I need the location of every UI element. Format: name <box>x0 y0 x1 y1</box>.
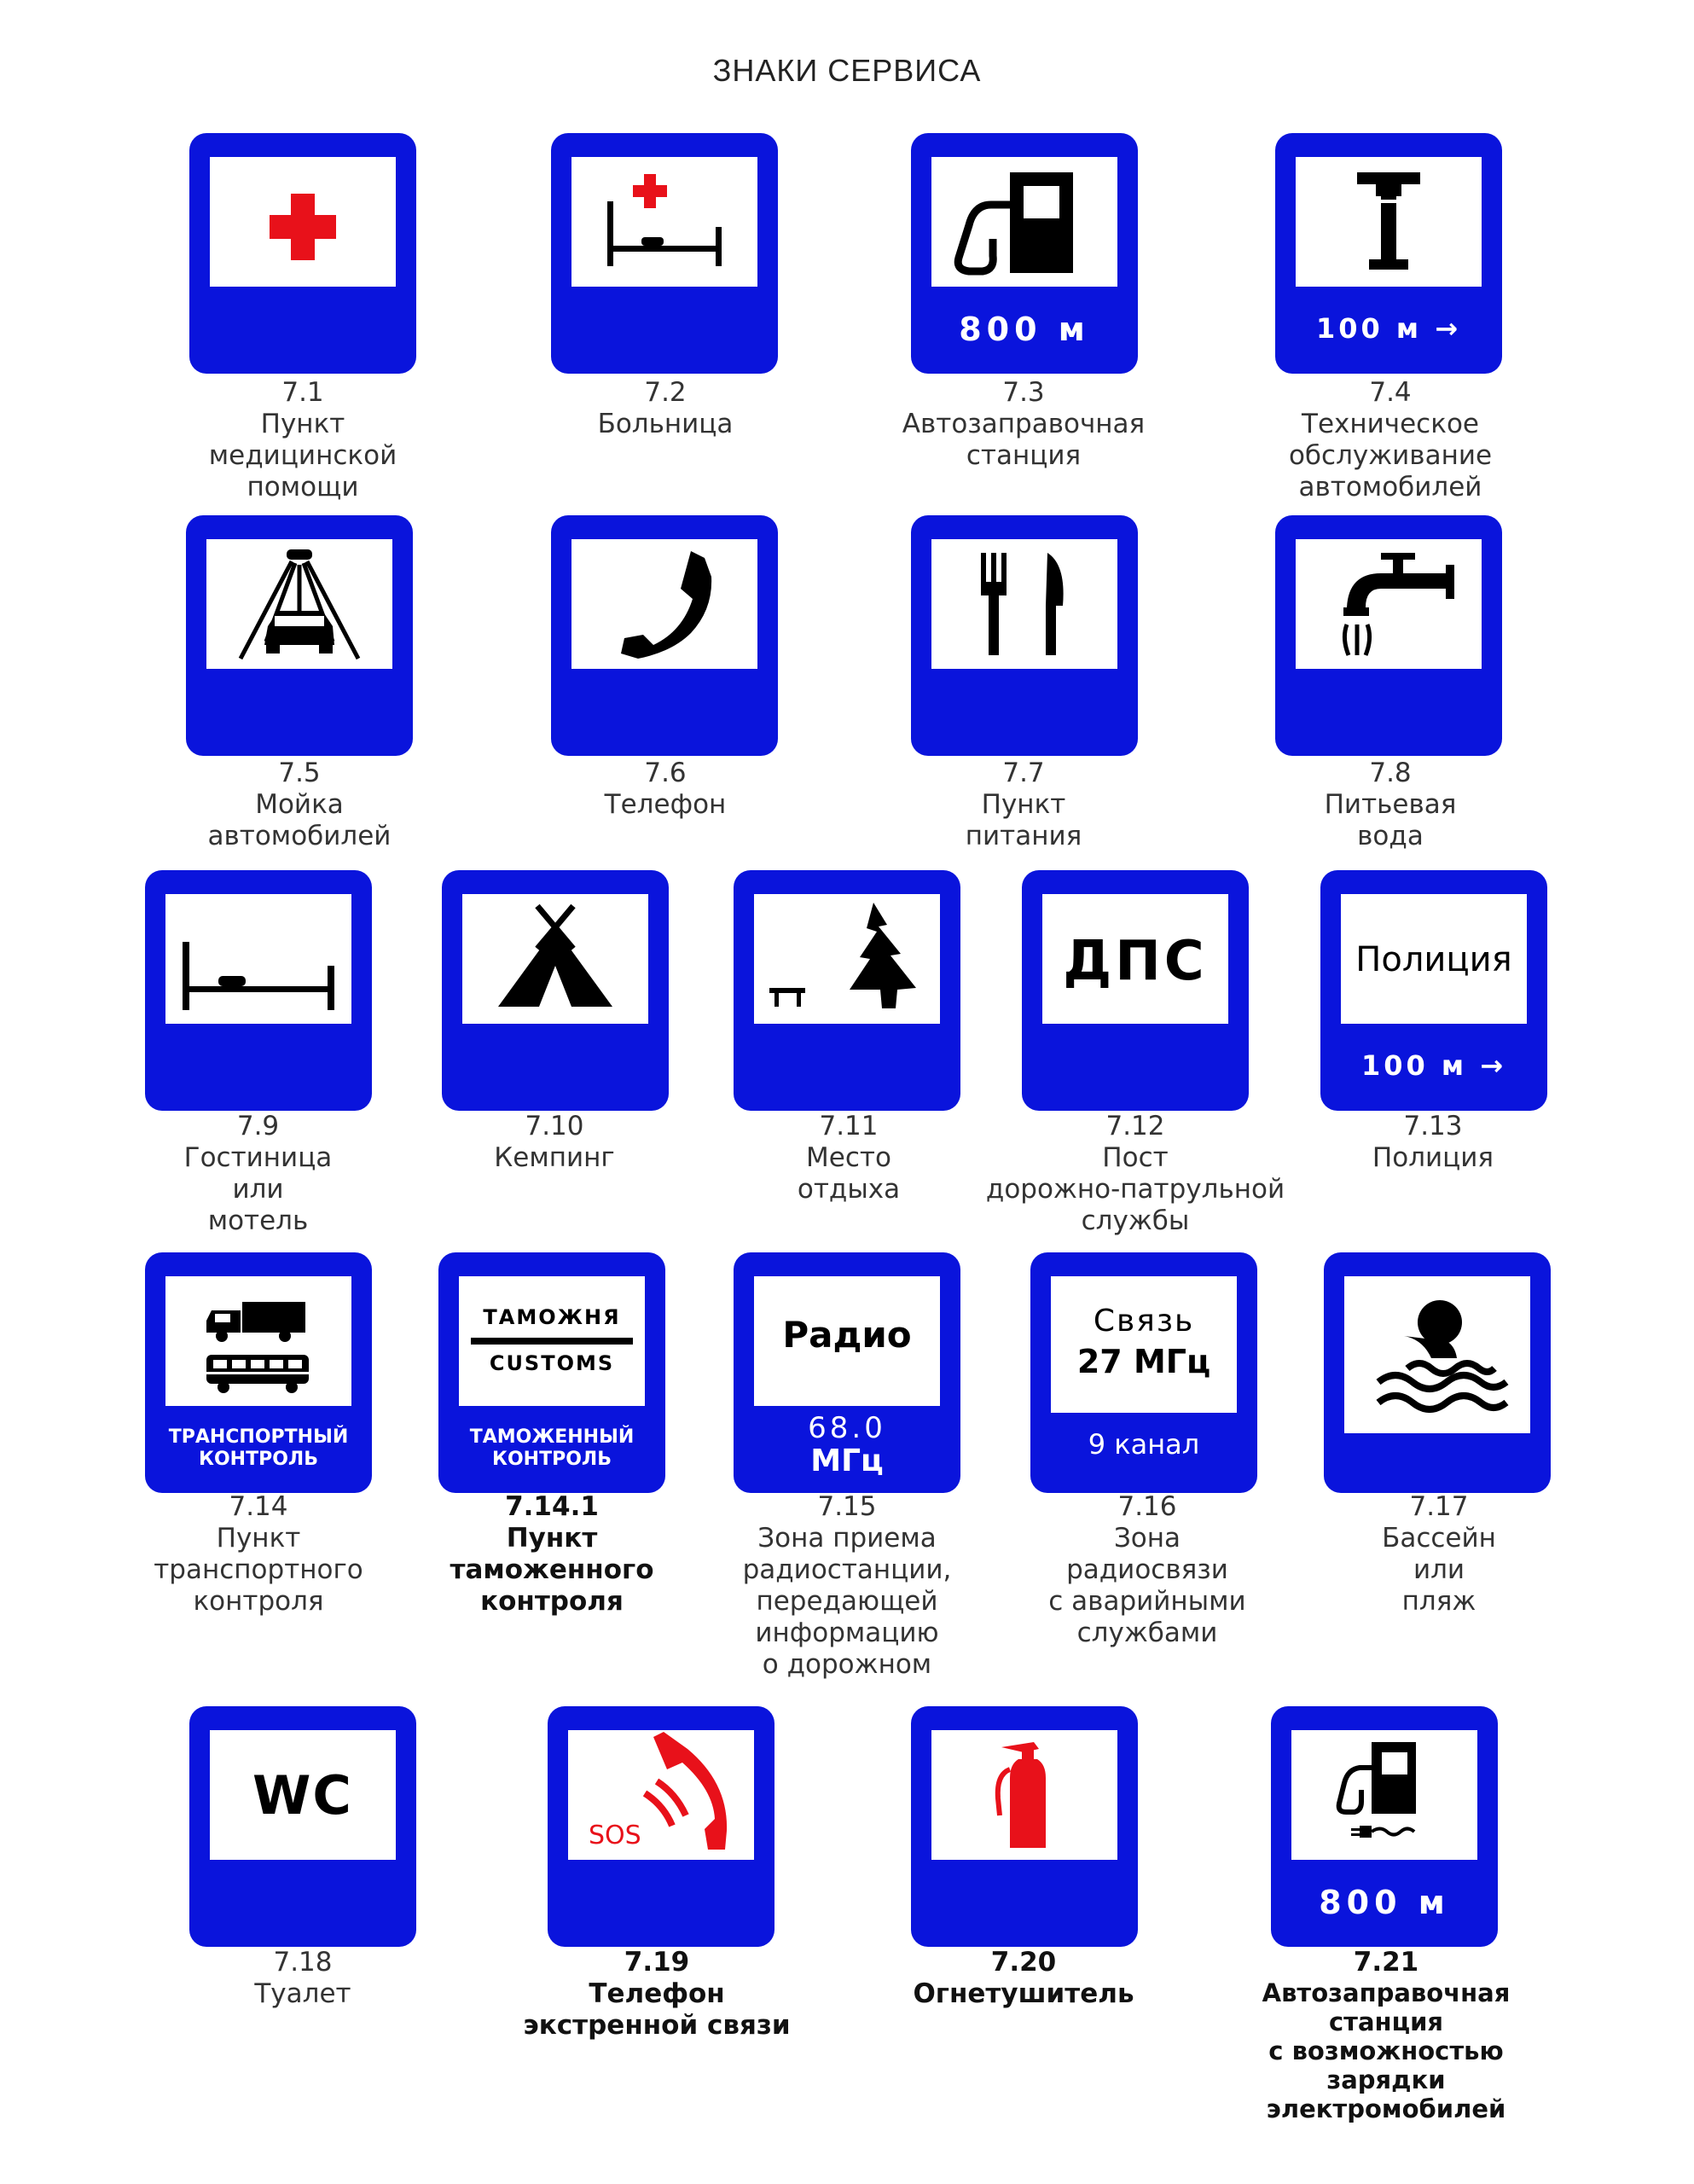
sign-name-line: автомобилей <box>207 821 392 851</box>
caption-7-18 <box>158 1947 448 2010</box>
rest-area-tree-icon <box>754 894 940 1024</box>
sign-name-line: радиостанции, <box>742 1554 952 1585</box>
sign-number: 7.3 <box>1002 377 1045 408</box>
sos-label: SOS <box>589 1821 641 1850</box>
caption-7-2 <box>520 377 810 440</box>
sign-7-6 <box>551 515 778 756</box>
caption-7-12 <box>938 1111 1332 1237</box>
sign-name-line: радиосвязи <box>1066 1554 1228 1585</box>
sign-name-line: пляж <box>1401 1586 1476 1617</box>
sign-bottom-text: ТРАНСПОРТНЫЙ <box>168 1426 349 1448</box>
radio-link-frequency: 27 МГц <box>1076 1343 1211 1380</box>
sign-name-line: или <box>1413 1554 1465 1585</box>
sign-number: 7.13 <box>1403 1111 1463 1141</box>
sign-name-line: с аварийными <box>1048 1586 1246 1617</box>
sign-panel <box>754 894 940 1024</box>
sign-name-line: дорожно-патрульной <box>985 1174 1285 1205</box>
sign-7-14 <box>145 1252 372 1493</box>
sign-name-line: Зона приема <box>757 1523 937 1554</box>
sign-panel <box>165 894 351 1024</box>
sign-panel <box>1051 1276 1237 1413</box>
sign-7-13 <box>1320 870 1547 1111</box>
sign-7-1 <box>189 133 416 374</box>
sign-name-line: Пост <box>1102 1142 1169 1173</box>
caption-7-9 <box>111 1111 405 1237</box>
sign-panel <box>931 157 1117 287</box>
sign-7-3 <box>911 133 1138 374</box>
sign-7-2 <box>551 133 778 374</box>
sign-name-line: Зона <box>1113 1523 1181 1554</box>
caption-7-1 <box>149 377 456 503</box>
sign-name-line: Кемпинг <box>494 1142 615 1173</box>
sign-7-19 <box>548 1706 774 1947</box>
sign-panel <box>210 1730 396 1860</box>
sign-panel <box>1344 1276 1530 1433</box>
sign-name-line: контроля <box>193 1586 324 1617</box>
sign-name-line: службы <box>1081 1205 1190 1236</box>
sign-distance: 800 м <box>1319 1884 1450 1921</box>
sign-number: 7.7 <box>1002 758 1045 788</box>
sign-7-14-1 <box>438 1252 665 1493</box>
caption-7-21 <box>1228 1947 1544 2123</box>
sign-number: 7.18 <box>273 1947 333 1978</box>
sign-panel <box>571 539 757 669</box>
sign-name-line: контроля <box>480 1586 624 1617</box>
sign-7-12 <box>1022 870 1249 1111</box>
sign-panel <box>754 1276 940 1406</box>
sign-name-line: питания <box>965 821 1082 851</box>
sign-7-10 <box>442 870 669 1111</box>
red-cross-icon <box>210 157 396 287</box>
sign-name-line: Огнетушитель <box>913 1978 1134 2009</box>
sign-name-line: Техническое <box>1302 409 1479 439</box>
sign-7-9 <box>145 870 372 1111</box>
sign-distance: 100 м → <box>1360 1049 1507 1082</box>
caption-7-17 <box>1290 1491 1588 1618</box>
tent-icon <box>462 894 648 1024</box>
customs-en-label: CUSTOMS <box>489 1351 615 1375</box>
caption-7-7 <box>879 758 1169 852</box>
sign-panel <box>1291 1730 1477 1860</box>
wrench-icon <box>1296 157 1482 287</box>
sign-number: 7.10 <box>525 1111 584 1141</box>
caption-7-19 <box>503 1947 810 2042</box>
sign-7-20 <box>911 1706 1138 1947</box>
sign-name-line: помощи <box>247 472 359 502</box>
caption-7-6 <box>520 758 810 821</box>
radio-channel: 9 канал <box>1088 1428 1200 1461</box>
dps-label: ДПС <box>1063 930 1208 993</box>
page-title: ЗНАКИ СЕРВИСА <box>712 53 982 88</box>
sign-panel <box>210 157 396 287</box>
sign-number: 7.17 <box>1409 1491 1469 1522</box>
sign-number: 7.9 <box>236 1111 280 1141</box>
telephone-handset-icon <box>571 539 757 669</box>
sign-name-line: Больница <box>597 409 734 439</box>
caption-7-14 <box>109 1491 408 1618</box>
water-tap-icon <box>1296 539 1482 669</box>
sign-bottom-text: КОНТРОЛЬ <box>492 1449 612 1470</box>
sign-number: 7.4 <box>1369 377 1412 408</box>
sign-name-line: транспортного <box>154 1554 363 1585</box>
caption-7-5 <box>145 758 454 852</box>
sign-name-line: вода <box>1357 821 1424 851</box>
sign-7-8 <box>1275 515 1502 756</box>
sign-name-line: экстренной связи <box>523 2010 791 2041</box>
customs-divider <box>471 1338 633 1345</box>
customs-ru-label: ТАМОЖНЯ <box>483 1305 621 1329</box>
sign-panel <box>459 1276 645 1406</box>
sign-name-line: Пункт <box>260 409 345 439</box>
sign-name-line: передающей <box>756 1586 938 1617</box>
sign-panel <box>165 1276 351 1406</box>
sign-panel <box>206 539 392 669</box>
radio-frequency: 68.0 <box>808 1411 886 1445</box>
radio-unit: МГц <box>810 1443 884 1478</box>
sign-name-line: Гостиница <box>183 1142 333 1173</box>
sign-panel <box>1042 894 1228 1024</box>
sign-7-5 <box>186 515 413 756</box>
sign-name-line: Автозаправочная <box>1262 1978 1511 2007</box>
sign-name-line: станция <box>1328 2007 1444 2036</box>
sign-panel <box>568 1730 754 1860</box>
sign-name-line: или <box>232 1174 284 1205</box>
caption-7-20 <box>879 1947 1169 2010</box>
sign-distance: 100 м → <box>1315 312 1462 345</box>
sign-number: 7.1 <box>281 377 324 408</box>
sign-name-line: медицинской <box>208 440 397 471</box>
sign-name-line: Пункт <box>216 1523 301 1554</box>
sign-name-line: Питьевая <box>1324 789 1457 820</box>
sign-panel <box>1296 539 1482 669</box>
caption-7-4 <box>1228 377 1552 503</box>
caption-7-15 <box>689 1491 1005 1681</box>
ev-charging-fuel-icon <box>1291 1730 1477 1860</box>
sign-name-line: Пункт <box>981 789 1066 820</box>
swimmer-icon <box>1344 1276 1530 1433</box>
sign-name-line: службами <box>1076 1618 1218 1648</box>
sign-7-16 <box>1030 1252 1257 1493</box>
bed-icon <box>165 894 351 1024</box>
sign-number: 7.14 <box>229 1491 288 1522</box>
sign-name-line: информацию <box>755 1618 939 1648</box>
sign-name-line: зарядки <box>1326 2065 1446 2094</box>
fork-knife-icon <box>931 539 1117 669</box>
sign-number: 7.20 <box>990 1947 1057 1978</box>
sign-name-line: Пункт <box>506 1523 598 1554</box>
fire-extinguisher-icon <box>931 1730 1117 1860</box>
sign-name-line: Место <box>806 1142 891 1173</box>
sign-name-line: таможенного <box>450 1554 654 1585</box>
sign-7-15 <box>734 1252 960 1493</box>
sign-distance: 800 м <box>959 311 1090 348</box>
sign-name-line: обслуживание <box>1288 440 1493 471</box>
sign-number: 7.15 <box>817 1491 877 1522</box>
police-label: Полиция <box>1355 940 1512 979</box>
sign-7-21 <box>1271 1706 1498 1947</box>
sign-7-17 <box>1324 1252 1551 1493</box>
hospital-bed-icon <box>571 157 757 287</box>
caption-7-8 <box>1245 758 1535 852</box>
caption-7-16 <box>998 1491 1297 1649</box>
sign-panel <box>931 539 1117 669</box>
sign-panel <box>571 157 757 287</box>
sign-7-11 <box>734 870 960 1111</box>
sign-number: 7.11 <box>819 1111 879 1141</box>
sign-number: 7.12 <box>1105 1111 1165 1141</box>
sign-name-line: о дорожном <box>762 1649 932 1680</box>
sign-name-line: с возможностью <box>1268 2036 1504 2065</box>
sign-7-18 <box>189 1706 416 1947</box>
sign-name-line: Телефон <box>604 789 727 820</box>
sign-panel <box>931 1730 1117 1860</box>
sign-number: 7.5 <box>278 758 321 788</box>
sign-name-line: Телефон <box>589 1978 725 2009</box>
sign-name-line: мотель <box>207 1205 309 1236</box>
sign-number: 7.21 <box>1353 1947 1419 1978</box>
sign-name-line: автомобилей <box>1298 472 1482 502</box>
radio-link-label: Связь <box>1093 1304 1195 1339</box>
caption-7-3 <box>862 377 1186 472</box>
caption-7-14-1 <box>403 1491 701 1618</box>
sign-number: 7.6 <box>644 758 687 788</box>
sign-number: 7.8 <box>1369 758 1412 788</box>
caption-7-13 <box>1288 1111 1578 1174</box>
sign-number: 7.19 <box>624 1947 690 1978</box>
sign-number: 7.2 <box>644 377 687 408</box>
wc-label: WC <box>252 1764 353 1827</box>
sign-name-line: Туалет <box>254 1978 351 2009</box>
sign-name-line: электромобилей <box>1266 2094 1506 2123</box>
sign-panel <box>1341 894 1527 1024</box>
fuel-pump-icon <box>931 157 1117 287</box>
sign-panel <box>462 894 648 1024</box>
radio-label: Радио <box>782 1314 912 1356</box>
sign-7-7 <box>911 515 1138 756</box>
sign-name-line: отдыха <box>797 1174 901 1205</box>
caption-7-10 <box>409 1111 699 1174</box>
sign-name-line: Полиция <box>1372 1142 1494 1173</box>
sign-name-line: Автозаправочная <box>902 409 1146 439</box>
sign-number: 7.16 <box>1117 1491 1177 1522</box>
sign-number: 7.14.1 <box>505 1491 599 1522</box>
truck-bus-icon <box>165 1276 351 1406</box>
sign-panel <box>1296 157 1482 287</box>
sign-name-line: Бассейн <box>1382 1523 1496 1554</box>
sign-bottom-text: ТАМОЖЕННЫЙ <box>469 1426 635 1448</box>
car-wash-icon <box>206 539 392 669</box>
sign-name-line: станция <box>966 440 1082 471</box>
sign-7-4 <box>1275 133 1502 374</box>
sign-bottom-text: КОНТРОЛЬ <box>199 1449 318 1470</box>
sign-name-line: Мойка <box>255 789 344 820</box>
